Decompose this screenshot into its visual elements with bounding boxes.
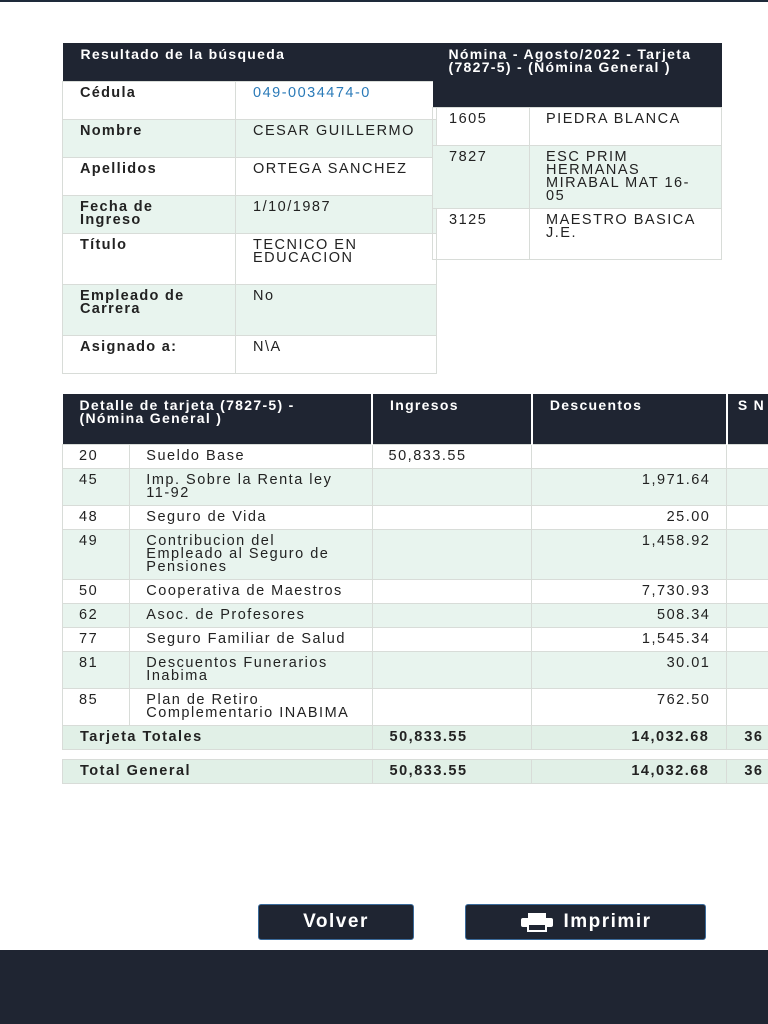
- row-neto: [727, 529, 768, 579]
- printer-icon: [519, 912, 555, 932]
- col-neto-partial: S N: [727, 394, 768, 444]
- row-desc: Descuentos Funerarios Inabima: [130, 651, 372, 688]
- nomina-code: 7827: [433, 145, 530, 208]
- row-code: 81: [63, 651, 130, 688]
- row-neto: [727, 603, 768, 627]
- row-code: 49: [63, 529, 130, 579]
- row-neto: [727, 579, 768, 603]
- back-button-label: Volver: [303, 911, 369, 932]
- fecha-ingreso-value: 1/10/1987: [236, 195, 437, 233]
- col-descuentos: Descuentos: [532, 394, 727, 444]
- tarjeta-totales-ingresos: 50,833.55: [372, 725, 532, 749]
- top-border: [0, 0, 768, 2]
- table-row: [63, 335, 437, 373]
- back-button[interactable]: [258, 904, 414, 940]
- table-row: [63, 157, 437, 195]
- table-row: [433, 208, 722, 259]
- row-code: 48: [63, 505, 130, 529]
- col-ingresos: Ingresos: [372, 394, 532, 444]
- tarjeta-totales-row: [63, 725, 768, 749]
- row-ingresos: [372, 603, 532, 627]
- row-code: 85: [63, 688, 130, 725]
- row-desc: Asoc. de Profesores: [130, 603, 372, 627]
- tarjeta-totales-neto: 36: [727, 725, 768, 749]
- nomina-name: PIEDRA BLANCA: [530, 107, 722, 145]
- table-row: [63, 233, 437, 284]
- fecha-ingreso-label: Fecha de Ingreso: [63, 195, 236, 233]
- row-desc: Imp. Sobre la Renta ley 11-92: [130, 468, 372, 505]
- row-descuentos: 1,971.64: [532, 468, 727, 505]
- row-descuentos: 7,730.93: [532, 579, 727, 603]
- titulo-label: Título: [63, 233, 236, 284]
- row-descuentos: 762.50: [532, 688, 727, 725]
- asignado-value: N\A: [236, 335, 437, 373]
- nomina-code: 3125: [433, 208, 530, 259]
- table-row: [63, 444, 768, 468]
- row-neto: [727, 627, 768, 651]
- search-result-title: Resultado de la búsqueda: [63, 43, 437, 81]
- total-general-descuentos: 14,032.68: [532, 759, 727, 783]
- row-descuentos: [532, 444, 727, 468]
- table-row: [433, 145, 722, 208]
- row-descuentos: 30.01: [532, 651, 727, 688]
- row-descuentos: 508.34: [532, 603, 727, 627]
- row-neto: [727, 651, 768, 688]
- row-code: 45: [63, 468, 130, 505]
- total-general-row: [63, 759, 768, 783]
- table-row: [63, 529, 768, 579]
- table-row: [63, 688, 768, 725]
- row-neto: [727, 444, 768, 468]
- separator-row: [63, 749, 768, 759]
- row-ingresos: [372, 579, 532, 603]
- apellidos-value: ORTEGA SANCHEZ: [236, 157, 437, 195]
- row-neto: [727, 468, 768, 505]
- row-neto: [727, 505, 768, 529]
- cedula-value-link[interactable]: 049-0034474-0: [236, 81, 437, 119]
- table-row: [63, 579, 768, 603]
- table-row: [433, 107, 722, 145]
- row-code: 62: [63, 603, 130, 627]
- nomina-code: 1605: [433, 107, 530, 145]
- row-desc: Seguro Familiar de Salud: [130, 627, 372, 651]
- row-desc: Plan de Retiro Complementario INABIMA: [130, 688, 372, 725]
- apellidos-label: Apellidos: [63, 157, 236, 195]
- detail-title: Detalle de tarjeta (7827-5) - (Nómina General ): [63, 394, 373, 444]
- print-button[interactable]: [465, 904, 706, 940]
- row-ingresos: [372, 651, 532, 688]
- row-code: 50: [63, 579, 130, 603]
- print-button-label: Imprimir: [563, 911, 652, 932]
- row-descuentos: 25.00: [532, 505, 727, 529]
- table-row: [63, 81, 437, 119]
- nomina-title: Nómina - Agosto/2022 - Tarjeta (7827-5) - (Nómina General ): [433, 43, 722, 107]
- row-descuentos: 1,458.92: [532, 529, 727, 579]
- table-row: [63, 505, 768, 529]
- nomina-name: ESC PRIM HERMANAS MIRABAL MAT 16-05: [530, 145, 722, 208]
- row-desc: Seguro de Vida: [130, 505, 372, 529]
- row-desc: Cooperativa de Maestros: [130, 579, 372, 603]
- table-row: [63, 603, 768, 627]
- detail-table: [62, 394, 768, 784]
- nomina-name: MAESTRO BASICA J.E.: [530, 208, 722, 259]
- nomina-table: [432, 43, 722, 260]
- nombre-label: Nombre: [63, 119, 236, 157]
- total-general-ingresos: 50,833.55: [372, 759, 532, 783]
- nombre-value: CESAR GUILLERMO: [236, 119, 437, 157]
- search-result-table: [62, 43, 437, 374]
- row-desc: Sueldo Base: [130, 444, 372, 468]
- empleado-carrera-value: No: [236, 284, 437, 335]
- row-desc: Contribucion del Empleado al Seguro de Pensiones: [130, 529, 372, 579]
- row-ingresos: [372, 468, 532, 505]
- table-row: [63, 627, 768, 651]
- row-neto: [727, 688, 768, 725]
- table-row: [63, 468, 768, 505]
- empleado-carrera-label: Empleado de Carrera: [63, 284, 236, 335]
- row-ingresos: 50,833.55: [372, 444, 532, 468]
- cedula-label: Cédula: [63, 81, 236, 119]
- footer: [0, 950, 768, 1024]
- table-row: [63, 651, 768, 688]
- row-descuentos: 1,545.34: [532, 627, 727, 651]
- tarjeta-totales-label: Tarjeta Totales: [63, 725, 373, 749]
- table-row: [63, 284, 437, 335]
- tarjeta-totales-descuentos: 14,032.68: [532, 725, 727, 749]
- total-general-neto: 36: [727, 759, 768, 783]
- row-ingresos: [372, 688, 532, 725]
- table-row: [63, 119, 437, 157]
- row-ingresos: [372, 529, 532, 579]
- row-ingresos: [372, 505, 532, 529]
- row-ingresos: [372, 627, 532, 651]
- row-code: 77: [63, 627, 130, 651]
- total-general-label: Total General: [63, 759, 373, 783]
- asignado-label: Asignado a:: [63, 335, 236, 373]
- titulo-value: TECNICO EN EDUCACION: [236, 233, 437, 284]
- row-code: 20: [63, 444, 130, 468]
- table-row: [63, 195, 437, 233]
